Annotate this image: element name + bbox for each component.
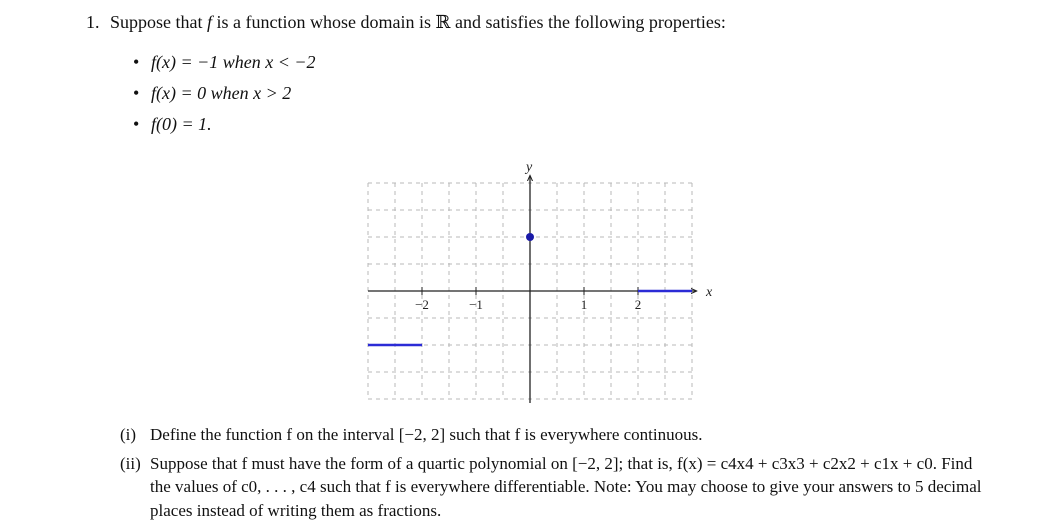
question-parts bbox=[120, 423, 990, 527]
problem-intro: Suppose that f is a function whose domain is ℝ and satisfies the following properties: bbox=[110, 12, 726, 32]
data-point bbox=[526, 233, 534, 241]
problem-statement bbox=[86, 12, 726, 33]
part-text: Define the function f on the interval [−2, 2] such that f is everywhere continuous. bbox=[150, 425, 703, 444]
function-graph bbox=[360, 160, 713, 405]
x-tick-label: 1 bbox=[580, 297, 588, 312]
part-text: Suppose that f must have the form of a quartic polynomial on [−2, 2]; that is, f(x) = c4x4 + c3x3 + c2x2 + c1x + c0. Find the values of c0, . . . , c4 such that f is everywhere differentiable. Note: You may choose to give your answers to 5 decimal places instead of writing them as fractions. bbox=[150, 453, 982, 520]
x-axis-label: x bbox=[706, 285, 713, 300]
question-part bbox=[120, 452, 990, 523]
problem-number: 1. bbox=[86, 12, 100, 32]
property-list bbox=[133, 50, 316, 143]
property-item: • f(0) = 1. bbox=[133, 114, 212, 134]
question-part bbox=[120, 423, 990, 447]
part-label: (i) bbox=[120, 425, 137, 444]
y-axis-label: y bbox=[526, 160, 533, 175]
x-tick-label: −2 bbox=[415, 297, 429, 312]
part-label: (ii) bbox=[120, 453, 141, 473]
property-item: • f(x) = −1 when x < −2 bbox=[133, 52, 316, 72]
graph-svg bbox=[360, 160, 713, 405]
x-tick-label: −1 bbox=[469, 297, 483, 312]
x-tick-label: 2 bbox=[634, 297, 642, 312]
property-item: • f(x) = 0 when x > 2 bbox=[133, 83, 292, 103]
